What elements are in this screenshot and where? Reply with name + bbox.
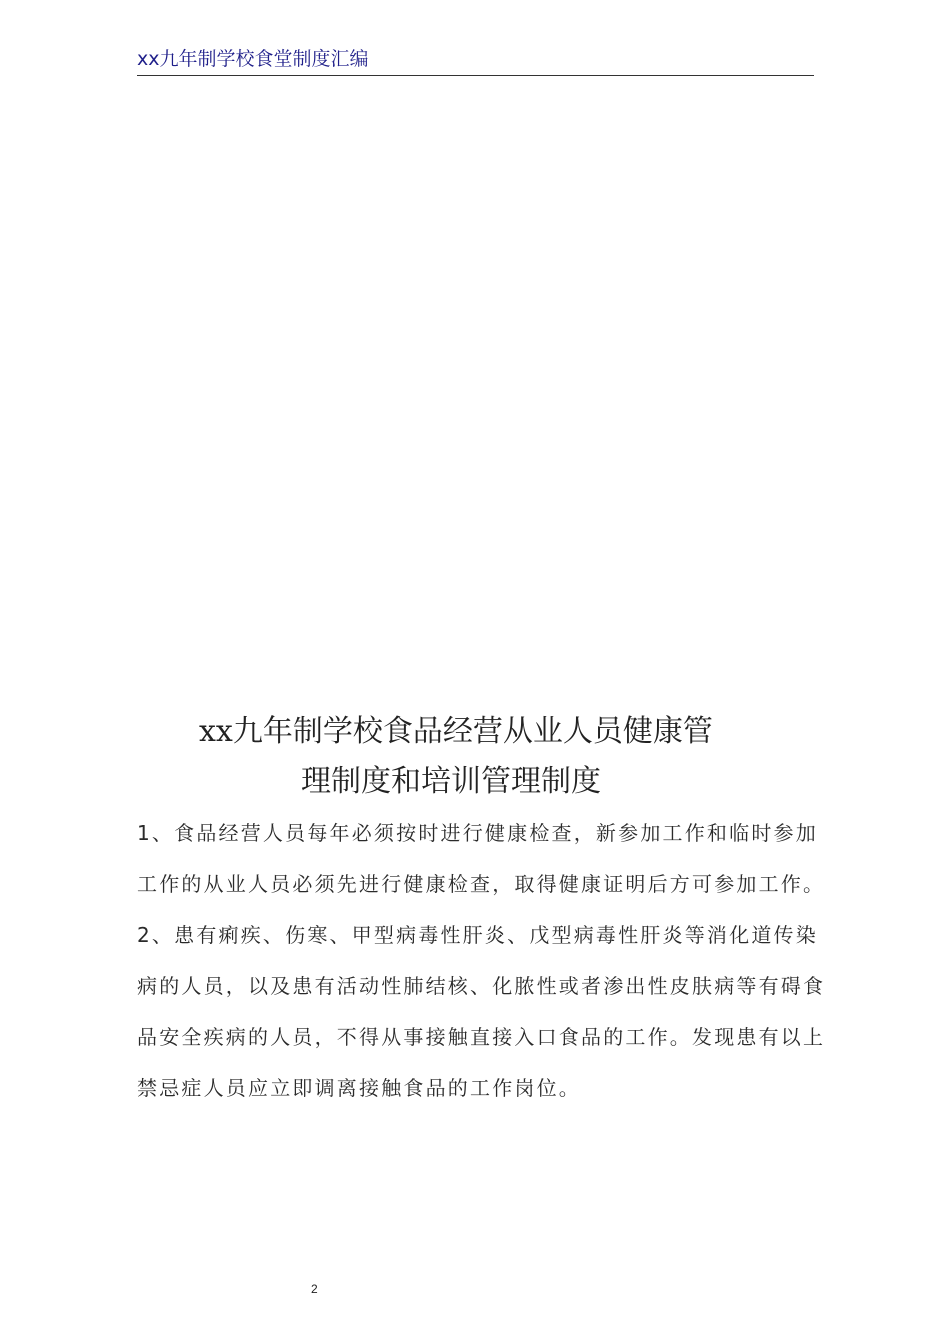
title-line-2: 理制度和培训管理制度 <box>301 764 601 799</box>
document-title <box>137 707 814 807</box>
paragraph-1: 1、食品经营人员每年必须按时进行健康检查，新参加工作和临时参加工作的从业人员必须先进行健康检查，取得健康证明后方可参加工作。 <box>137 821 826 896</box>
document-body <box>137 808 827 1114</box>
page-number: 2 <box>311 1282 318 1296</box>
paragraph-2: 2、患有痢疾、伤寒、甲型病毒性肝炎、戊型病毒性肝炎等消化道传染病的人员，以及患有活动性肺结核、化脓性或者渗出性皮肤病等有碍食品安全疾病的人员，不得从事接触直接入口食品的工作。发现患有以上禁忌症人员应立即调离接触食品的工作岗位。 <box>137 923 826 1100</box>
page-header <box>137 46 814 76</box>
header-title: xx九年制学校食堂制度汇编 <box>137 48 369 70</box>
title-line-1: xx九年制学校食品经营从业人员健康管 <box>199 714 713 749</box>
